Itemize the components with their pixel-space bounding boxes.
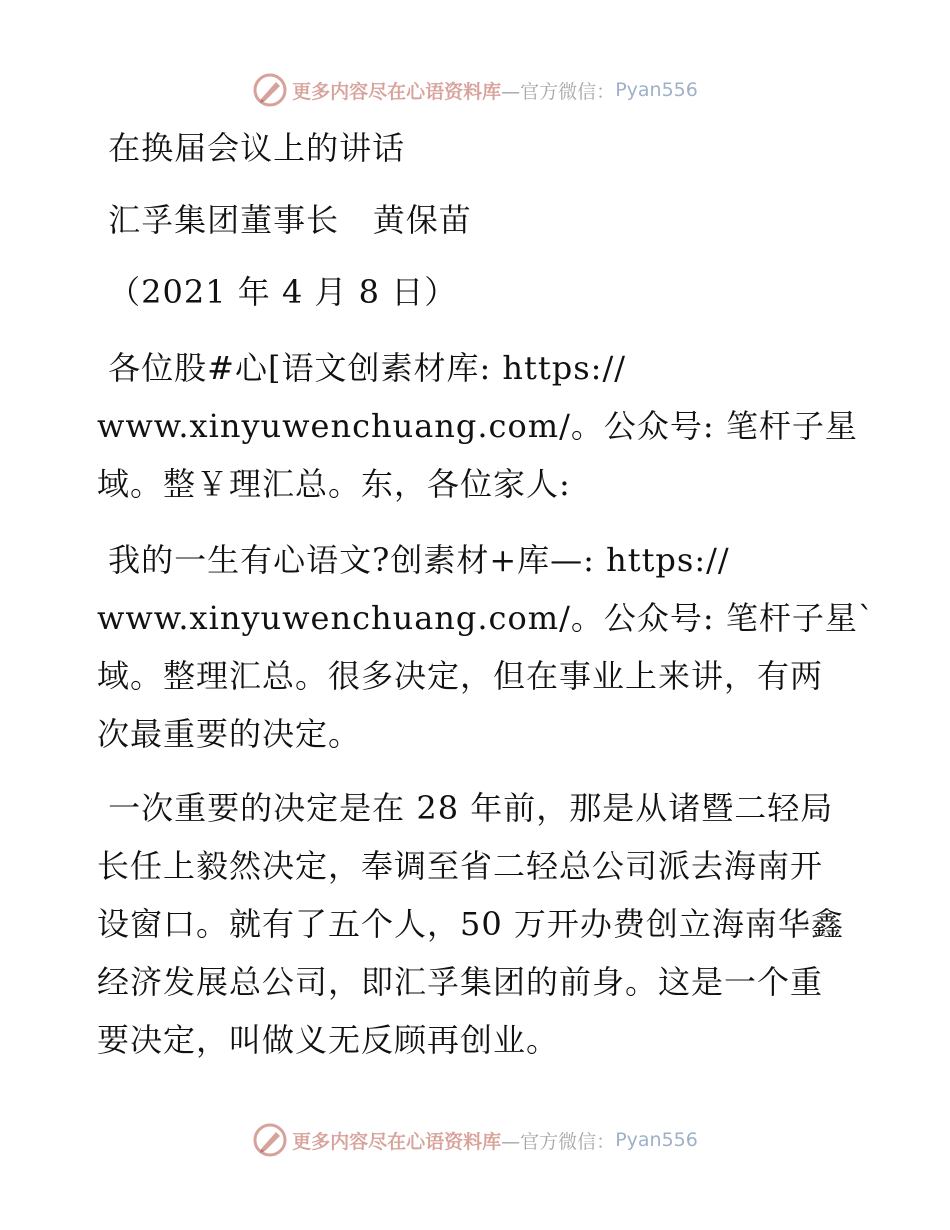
document-title: 在换届会议上的讲话: [97, 129, 406, 167]
watermark-header: [0, 70, 950, 110]
watermark-wechat-id: Pyan556: [615, 1129, 698, 1151]
paragraph-line: www.xinyuwenchuang.com/。公众号: 笔杆子星: [97, 407, 858, 445]
paragraph-line: 域。整理汇总。很多决定，但在事业上来讲，有两: [97, 657, 824, 695]
watermark-wechat-id: Pyan556: [615, 79, 698, 101]
speaker-line: 汇孚集团董事长 黄保苗: [97, 201, 472, 239]
watermark-separator: —官方微信：: [501, 80, 616, 103]
paragraph-line: 要决定，叫做义无反顾再创业。: [97, 1021, 560, 1059]
watermark-brand: 更多内容尽在心语资料库: [292, 1130, 502, 1153]
paragraph-line: 经济发展总公司，即汇孚集团的前身。这是一个重: [97, 963, 824, 1001]
paragraph-line: 各位股#心[语文创素材库: https://: [97, 349, 627, 387]
paragraph-line: 一次重要的决定是在 28 年前，那是从诸暨二轻局: [97, 789, 834, 827]
watermark-separator: —官方微信：: [501, 1130, 616, 1153]
paragraph-line: www.xinyuwenchuang.com/。公众号: 笔杆子星`: [97, 599, 875, 637]
pen-logo-icon: [252, 72, 288, 108]
watermark-brand: 更多内容尽在心语资料库: [292, 80, 502, 103]
paragraph-line: 设窗口。就有了五个人，50 万开办费创立海南华鑫: [97, 905, 844, 943]
paragraph-line: 域。整￥理汇总。东，各位家人:: [97, 465, 571, 503]
paragraph-line: 长任上毅然决定，奉调至省二轻总公司派去海南开: [97, 847, 824, 885]
watermark-footer: [0, 1120, 950, 1160]
paragraph-line: 次最重要的决定。: [97, 715, 362, 753]
date-line: （2021 年 4 月 8 日）: [97, 273, 458, 311]
pen-logo-icon: [252, 1122, 288, 1158]
paragraph-line: 我的一生有心语文?创素材+库—: https://: [97, 541, 730, 579]
